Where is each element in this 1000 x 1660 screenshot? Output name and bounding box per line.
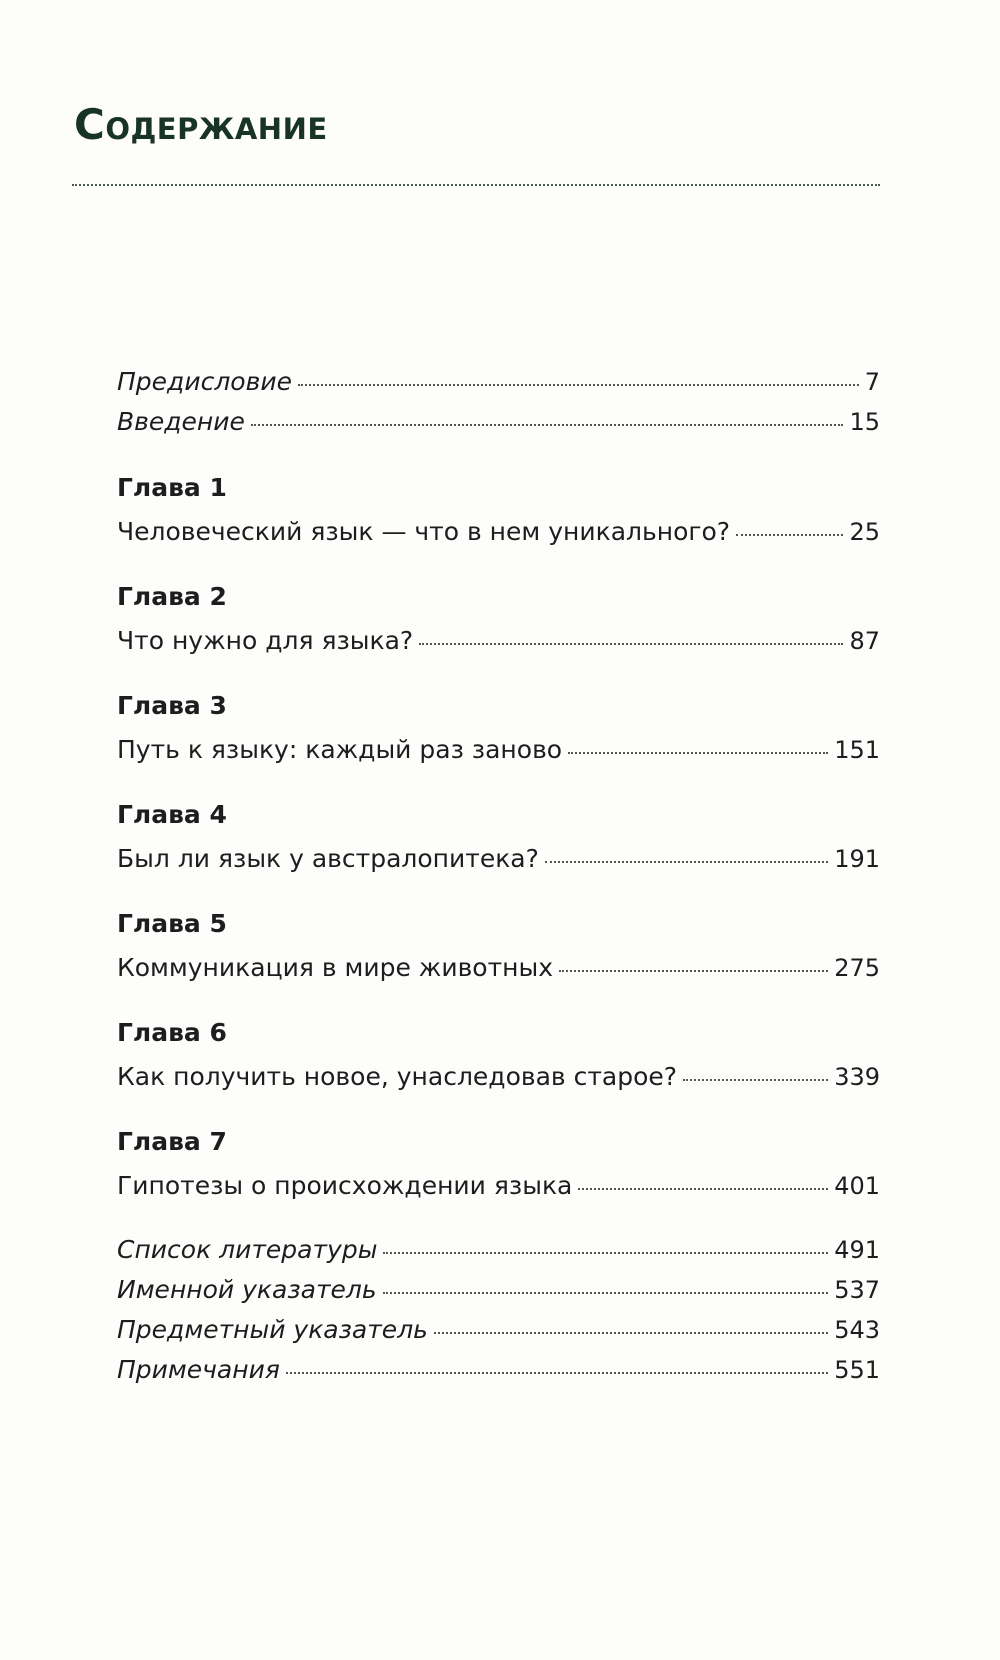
entry-page: 151 xyxy=(834,736,880,764)
chapter-heading: Глава 2 xyxy=(117,582,227,611)
toc-entry-chapter-5 xyxy=(117,952,880,984)
entry-label: Введение xyxy=(117,407,245,436)
toc-entry-subject-index xyxy=(117,1314,880,1346)
dot-leader xyxy=(545,861,828,863)
dot-leader xyxy=(286,1372,828,1374)
entry-page: 401 xyxy=(834,1172,880,1200)
entry-label: Гипотезы о происхождении языка xyxy=(117,1171,573,1200)
entry-page: 491 xyxy=(834,1236,880,1264)
dot-leader xyxy=(578,1188,828,1190)
chapter-heading: Глава 4 xyxy=(117,800,227,829)
entry-page: 339 xyxy=(834,1063,880,1091)
chapter-heading: Глава 6 xyxy=(117,1018,227,1047)
toc-entry-introduction xyxy=(117,406,880,438)
entry-label: Предисловие xyxy=(117,367,292,396)
toc-entry-chapter-4 xyxy=(117,843,880,875)
dot-leader xyxy=(683,1079,828,1081)
dot-leader xyxy=(736,534,843,536)
dot-leader xyxy=(559,970,828,972)
entry-label: Предметный указатель xyxy=(117,1315,428,1344)
dot-leader xyxy=(298,384,859,386)
entry-page: 15 xyxy=(849,408,880,436)
toc-entry-chapter-2 xyxy=(117,625,880,657)
toc-entry-name-index xyxy=(117,1274,880,1306)
entry-label: Что нужно для языка? xyxy=(117,626,414,655)
chapter-heading: Глава 1 xyxy=(117,473,227,502)
toc-entry-chapter-7 xyxy=(117,1170,880,1202)
entry-page: 275 xyxy=(834,954,880,982)
dot-leader xyxy=(419,643,843,645)
toc-entry-notes xyxy=(117,1354,880,1386)
page-title: Содержание xyxy=(74,100,328,149)
entry-page: 87 xyxy=(849,627,880,655)
entry-page: 25 xyxy=(849,518,880,546)
entry-label: Список литературы xyxy=(117,1235,378,1264)
toc-entry-preface xyxy=(117,366,880,398)
chapter-heading: Глава 7 xyxy=(117,1127,227,1156)
dot-leader xyxy=(434,1332,828,1334)
entry-label: Примечания xyxy=(117,1355,280,1384)
entry-label: Человеческий язык — что в нем уникального? xyxy=(117,517,731,546)
title-divider xyxy=(72,184,880,186)
entry-page: 543 xyxy=(834,1316,880,1344)
toc-entry-chapter-1 xyxy=(117,516,880,548)
entry-label: Коммуникация в мире животных xyxy=(117,953,554,982)
dot-leader xyxy=(251,424,844,426)
dot-leader xyxy=(383,1252,828,1254)
toc-entry-chapter-6 xyxy=(117,1061,880,1093)
entry-label: Путь к языку: каждый раз заново xyxy=(117,735,563,764)
dot-leader xyxy=(383,1292,829,1294)
entry-page: 191 xyxy=(834,845,880,873)
chapter-heading: Глава 5 xyxy=(117,909,227,938)
toc-entry-chapter-3 xyxy=(117,734,880,766)
entry-page: 551 xyxy=(834,1356,880,1384)
entry-label: Как получить новое, унаследовав старое? xyxy=(117,1062,678,1091)
toc-entry-bibliography xyxy=(117,1234,880,1266)
dot-leader xyxy=(568,752,828,754)
entry-label: Именной указатель xyxy=(117,1275,377,1304)
entry-page: 537 xyxy=(834,1276,880,1304)
chapter-heading: Глава 3 xyxy=(117,691,227,720)
entry-page: 7 xyxy=(864,368,880,396)
entry-label: Был ли язык у австралопитека? xyxy=(117,844,539,873)
